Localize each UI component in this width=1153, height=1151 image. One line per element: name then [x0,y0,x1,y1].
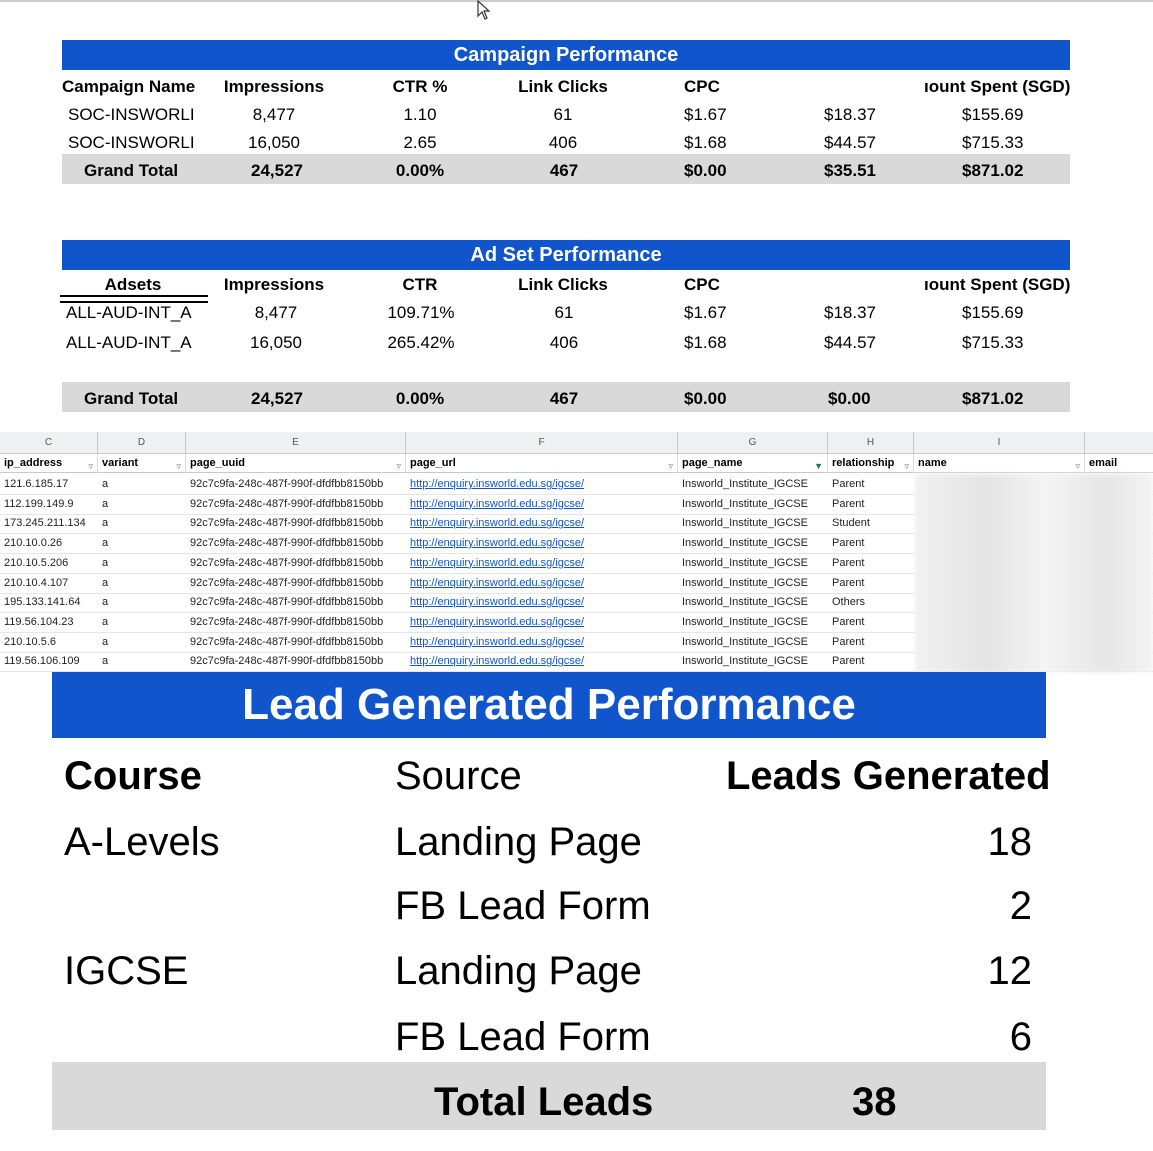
ip-address-cell: 121.6.185.17 [4,478,69,490]
header-course: Course [64,754,202,798]
filter-icon[interactable]: ▿ [668,461,673,471]
variant-cell: a [102,596,109,609]
page-url-cell[interactable]: http://enquiry.insworld.edu.sg/igcse/ [410,596,585,609]
campaign-name-cell: SOC-INSWORLI [68,105,195,124]
variant-cell: a [102,655,109,668]
page-url-cell[interactable]: http://enquiry.insworld.edu.sg/igcse/ [410,478,585,490]
page-url-cell[interactable]: http://enquiry.insworld.edu.sg/igcse/ [410,517,585,530]
header-cpc: CPC [684,275,720,294]
page-url-cell[interactable]: http://enquiry.insworld.edu.sg/igcse/ [410,556,585,569]
ip-address-cell: 210.10.4.107 [4,576,69,589]
link-clicks-cell: 61 [553,105,573,124]
variant-cell: a [102,615,109,628]
page-uuid-cell: 92c7c9fa-248c-487f-990f-dfdfbb8150bb [190,635,384,648]
amount-spent-cell: $715.33 [962,333,1024,352]
ip-address-cell: 119.56.106.109 [4,655,80,668]
leads-count-cell: 2 [1009,884,1032,928]
campaign-name-cell: SOC-INSWORLI [68,133,195,152]
header-cpc: CPC [684,77,720,96]
field-header-relationship [828,454,914,473]
adset-name-cell: ALL-AUD-INT_A [66,333,192,352]
relationship-cell: Others [832,596,866,609]
field-label: email [1089,457,1118,469]
page-name-cell: Insworld_Institute_IGCSE [682,537,808,550]
page-url-cell[interactable]: http://enquiry.insworld.edu.sg/igcse/ [410,635,585,648]
page-name-cell: Insworld_Institute_IGCSE [682,478,808,490]
leads-count-cell: 12 [987,949,1032,993]
impressions-cell: 16,050 [250,333,302,352]
cost-cell: $44.57 [824,333,876,352]
field-header-email [1085,454,1153,473]
page-name-cell: Insworld_Institute_IGCSE [682,655,808,668]
total-ctr: 0.00% [395,389,445,408]
column-header-j[interactable] [1085,432,1153,454]
column-header-g[interactable]: G [678,432,828,454]
ip-address-cell: 173.245.211.134 [4,517,86,530]
header-impressions: Impressions [223,275,325,294]
column-header-i[interactable]: I [914,432,1085,454]
column-header-e[interactable]: E [186,432,406,454]
total-leads-value: 38 [852,1080,897,1124]
filter-icon[interactable]: ▿ [396,461,401,471]
variant-cell: a [102,478,109,490]
page-uuid-cell: 92c7c9fa-248c-487f-990f-dfdfbb8150bb [190,556,384,569]
filter-active-icon[interactable]: ▼ [814,461,823,471]
amount-spent-cell: $715.33 [962,133,1024,152]
header-source: Source [395,754,522,798]
relationship-cell: Parent [832,615,865,628]
mouse-cursor-icon [476,0,494,20]
page-url-cell[interactable]: http://enquiry.insworld.edu.sg/igcse/ [410,576,585,589]
header-link-clicks: Link Clicks [518,275,608,294]
amount-spent-cell: $155.69 [962,105,1024,124]
variant-cell: a [102,576,109,589]
variant-cell: a [102,537,109,550]
relationship-cell: Parent [832,497,865,510]
variant-cell: a [102,635,109,648]
page-url-cell[interactable]: http://enquiry.insworld.edu.sg/igcse/ [410,655,585,668]
header-campaign-name: Campaign Name [62,77,196,96]
filter-icon[interactable]: ▿ [1075,461,1080,471]
ctr-cell: 2.65 [403,133,437,152]
filter-icon[interactable]: ▿ [176,461,181,471]
ctr-cell: 1.10 [403,105,437,124]
total-link-clicks: 467 [549,161,579,180]
impressions-cell: 8,477 [252,105,296,124]
relationship-cell: Parent [832,655,865,668]
amount-spent-cell: $155.69 [962,303,1024,322]
total-ctr: 0.00% [395,161,445,180]
total-amount-spent: $871.02 [962,389,1024,408]
grand-total-label: Grand Total [84,389,179,408]
field-label: page_name [682,457,743,469]
header-ctr: CTR % [392,77,448,96]
ip-address-cell: 112.199.149.9 [4,497,74,510]
link-clicks-cell: 406 [548,133,578,152]
field-label: variant [102,457,139,469]
field-label: page_uuid [190,457,246,469]
lead-performance-title: Lead Generated Performance [52,672,1046,738]
page-uuid-cell: 92c7c9fa-248c-487f-990f-dfdfbb8150bb [190,576,384,589]
cost-cell: $44.57 [824,133,876,152]
field-header-ip-address [0,454,98,473]
page-uuid-cell: 92c7c9fa-248c-487f-990f-dfdfbb8150bb [190,655,384,668]
source-cell: Landing Page [395,820,642,864]
filter-icon[interactable]: ▿ [88,461,93,471]
ip-address-cell: 210.10.0.26 [4,537,63,550]
variant-cell: a [102,517,109,530]
leads-count-cell: 6 [1009,1015,1032,1059]
leads-count-cell: 18 [987,820,1032,864]
impressions-cell: 8,477 [254,303,298,322]
ip-address-cell: 210.10.5.206 [4,556,69,569]
page-url-cell[interactable]: http://enquiry.insworld.edu.sg/igcse/ [410,537,585,550]
header-ctr: CTR [402,275,438,294]
window-top-border [0,0,1153,2]
header-leads-generated: Leads Generated [726,754,1051,798]
relationship-cell: Parent [832,478,865,490]
field-header-page-url [406,454,678,473]
ip-address-cell: 210.10.5.6 [4,635,56,648]
campaign-performance-title: Campaign Performance [62,40,1070,70]
field-header-name [914,454,1085,473]
column-header-d[interactable]: D [98,432,186,454]
page-name-cell: Insworld_Institute_IGCSE [682,517,808,530]
page-name-cell: Insworld_Institute_IGCSE [682,556,808,569]
ctr-cell: 265.42% [387,333,455,352]
page-uuid-cell: 92c7c9fa-248c-487f-990f-dfdfbb8150bb [190,537,384,550]
ip-address-cell: 119.56.104.23 [4,615,74,628]
column-header-h[interactable]: H [828,432,914,454]
relationship-cell: Parent [832,635,865,648]
field-header-variant [98,454,186,473]
redacted-personal-data [915,474,1153,672]
page-name-cell: Insworld_Institute_IGCSE [682,635,808,648]
adset-performance-title: Ad Set Performance [62,240,1070,270]
page-url-cell[interactable]: http://enquiry.insworld.edu.sg/igcse/ [410,497,585,510]
page-name-cell: Insworld_Institute_IGCSE [682,596,808,609]
header-amount-spent: ıount Spent (SGD) [924,275,1071,294]
page-name-cell: Insworld_Institute_IGCSE [682,615,808,628]
cpc-cell: $1.68 [684,133,727,152]
field-label: page_url [410,457,456,469]
page-uuid-cell: 92c7c9fa-248c-487f-990f-dfdfbb8150bb [190,478,384,490]
link-clicks-cell: 61 [554,303,574,322]
variant-cell: a [102,497,109,510]
relationship-cell: Student [832,517,870,530]
cpc-cell: $1.67 [684,105,727,124]
ip-address-cell: 195.133.141.64 [4,596,81,609]
header-adsets: Adsets [104,275,162,294]
column-header-f[interactable]: F [406,432,678,454]
adset-name-cell: ALL-AUD-INT_A [66,303,192,322]
page-url-cell[interactable]: http://enquiry.insworld.edu.sg/igcse/ [410,615,585,628]
ctr-cell: 109.71% [387,303,455,322]
column-header-c[interactable]: C [0,432,98,454]
source-cell: FB Lead Form [395,884,651,928]
header-amount-spent: ıount Spent (SGD) [924,77,1071,96]
total-impressions: 24,527 [251,161,303,180]
total-cost: $0.00 [828,389,871,408]
relationship-cell: Parent [832,556,865,569]
total-cost: $35.51 [824,161,876,180]
field-header-page-uuid [186,454,406,473]
relationship-cell: Parent [832,576,865,589]
total-leads-label: Total Leads [434,1080,654,1124]
cpc-cell: $1.67 [684,303,727,322]
filter-icon[interactable]: ▿ [904,461,909,471]
cost-cell: $18.37 [824,303,876,322]
cost-cell: $18.37 [824,105,876,124]
total-impressions: 24,527 [251,389,303,408]
total-cpc: $0.00 [684,389,727,408]
impressions-cell: 16,050 [248,133,300,152]
header-impressions: Impressions [223,77,325,96]
source-cell: FB Lead Form [395,1015,651,1059]
cpc-cell: $1.68 [684,333,727,352]
link-clicks-cell: 406 [549,333,579,352]
page-uuid-cell: 92c7c9fa-248c-487f-990f-dfdfbb8150bb [190,615,384,628]
course-cell: A-Levels [64,820,220,864]
course-cell: IGCSE [64,949,189,993]
grand-total-label: Grand Total [84,161,179,180]
variant-cell: a [102,556,109,569]
total-amount-spent: $871.02 [962,161,1024,180]
page-name-cell: Insworld_Institute_IGCSE [682,497,808,510]
page-uuid-cell: 92c7c9fa-248c-487f-990f-dfdfbb8150bb [190,596,384,609]
page-name-cell: Insworld_Institute_IGCSE [682,576,808,589]
header-link-clicks: Link Clicks [518,77,608,96]
source-cell: Landing Page [395,949,642,993]
field-label: relationship [832,457,895,469]
field-header-page-name [678,454,828,473]
total-link-clicks: 467 [549,389,579,408]
total-cpc: $0.00 [684,161,727,180]
relationship-cell: Parent [832,537,865,550]
page-uuid-cell: 92c7c9fa-248c-487f-990f-dfdfbb8150bb [190,517,384,530]
page-uuid-cell: 92c7c9fa-248c-487f-990f-dfdfbb8150bb [190,497,384,510]
field-label: ip_address [4,457,63,469]
field-label: name [918,457,947,469]
